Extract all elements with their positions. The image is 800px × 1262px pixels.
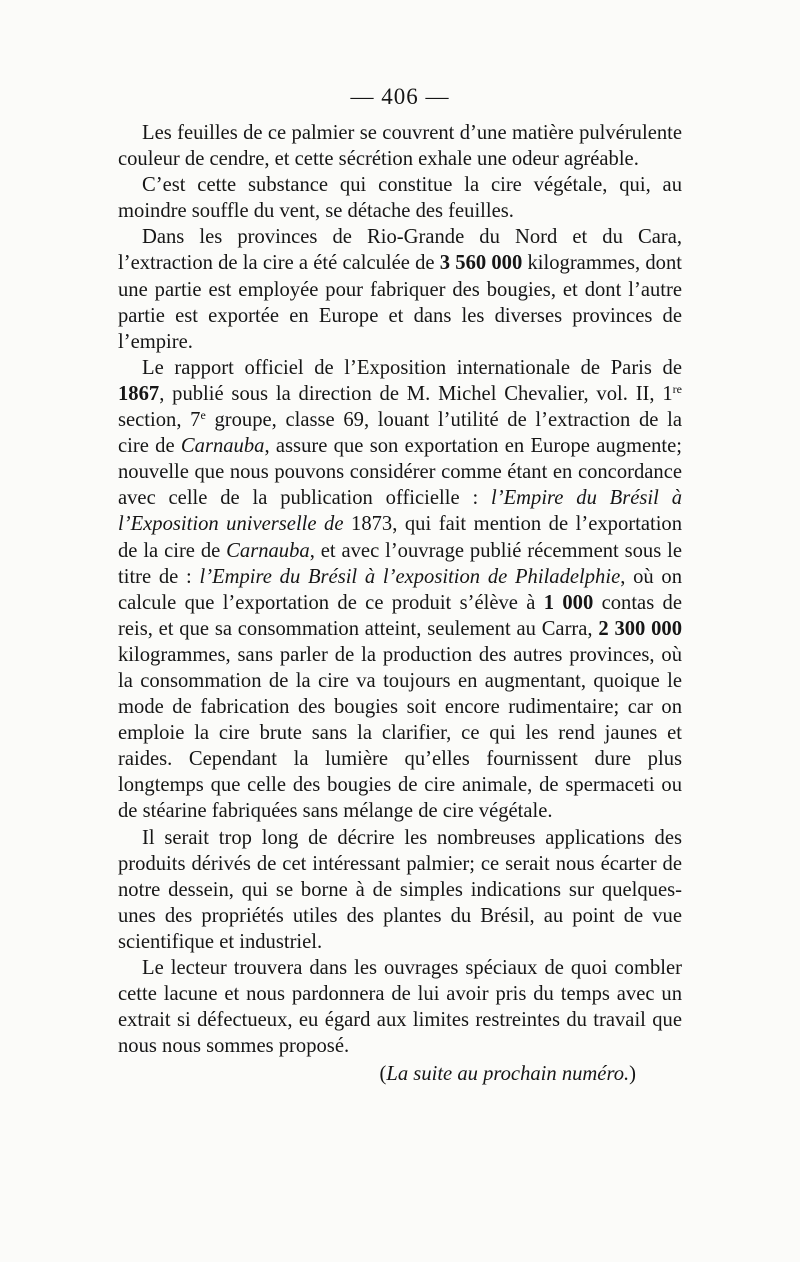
text-run: 1873, qui fait mention de l’exportation de la cire de [118,513,683,562]
continuation-note [118,1061,682,1087]
body-text [118,120,682,1087]
paragraph-2: C’est cette substance qui constitue la cire végétale, qui, au moindre souffle du vent, se détache des feuilles. [118,174,682,223]
italic-carnauba: Carnauba [226,539,310,562]
text-run: , assure que son exportation en Europe augmente; nouvelle que nous pouvons considérer comme étant en concordance avec celle de la publication officielle : [118,435,682,510]
contas-amount: 1 000 [543,591,594,614]
paren-close: ) [629,1063,636,1086]
consumption-amount: 2 300 000 [598,617,683,640]
paragraph-5: Il serait trop long de décrire les nombreuses applications des produits dérivés de cet intéressant palmier; ce serait nous écarter de notre dessein, qui se borne à de simples indications sur quelques-unes des propriétés utiles des plantes du Brésil, au point de vue scientifique et industriel. [118,826,682,953]
italic-title-philadelphia: l’Empire du Brésil à l’exposition de Philadelphie [199,565,621,588]
section-number: 1 [662,382,673,405]
continuation-text: La suite au prochain numéro. [386,1063,630,1086]
text-run: , publié sous la direction de M. Michel Chevalier, vol. II, [159,382,663,405]
text-run: groupe, classe 69, louant l’utilité de l’extraction de la cire de [118,409,682,458]
paragraph-6: Le lecteur trouvera dans les ouvrages spéciaux de quoi combler cette lacune et nous pardonnera de lui avoir pris du temps avec un extrait si défectueux, eu égard aux limites restreintes du travail que nous nous sommes proposé. [118,957,682,1058]
extraction-amount: 3 560 000 [439,252,523,275]
text-run: kilogrammes, sans parler de la production des autres provinces, où la consommation de la cire va toujours en augmentant, quoique le mode de fabrication des bougies soit encore rudimentaire; car on emploie la cire brute sans la clarifier, ce qui les rend jaunes et raides. Cependant la lumière qu’elles fournissent dure plus longtemps que celle des bougies de cire animale, de spermaceti ou de stéarine fabriquées sans mélange de cire végétale. [118,643,682,823]
text-run: , où on calcule que l’exportation de ce produit s’élève à [118,565,682,614]
group-number: 7 [190,409,201,432]
text-run: kilogrammes, dont une partie est employée pour fabriquer des bougies, et dont l’autre partie est exportée en Europe et dans les diverses provinces de l’empire. [118,252,682,353]
exposition-year: 1867 [118,382,160,405]
italic-title-1873: l’Empire du Brésil à l’Exposition universelle de [118,487,683,536]
section-ordinal: re [672,381,682,396]
paragraph-4 [118,355,682,825]
paragraph-1: Les feuilles de ce palmier se couvrent d’une matière pulvérulente couleur de cendre, et cette sécrétion exhale une odeur agréable. [118,122,682,171]
paragraph-3 [118,224,682,354]
text-run: contas de reis, et que sa consommation atteint, seulement au Carra, [118,591,682,640]
italic-carnauba: Carnauba [180,435,265,458]
text-run: section, [118,409,191,432]
text-run: , et avec l’ouvrage publié récemment sous le titre de : [118,539,682,588]
group-ordinal: e [200,408,206,423]
paren-open: ( [379,1063,387,1086]
text-run: Le rapport officiel de l’Exposition internationale de Paris de [142,356,682,379]
page-number: — 406 — [350,84,450,109]
text-run: Dans les provinces de Rio-Grande du Nord et du Cara, l’extraction de la cire a été calculée de [118,226,682,275]
